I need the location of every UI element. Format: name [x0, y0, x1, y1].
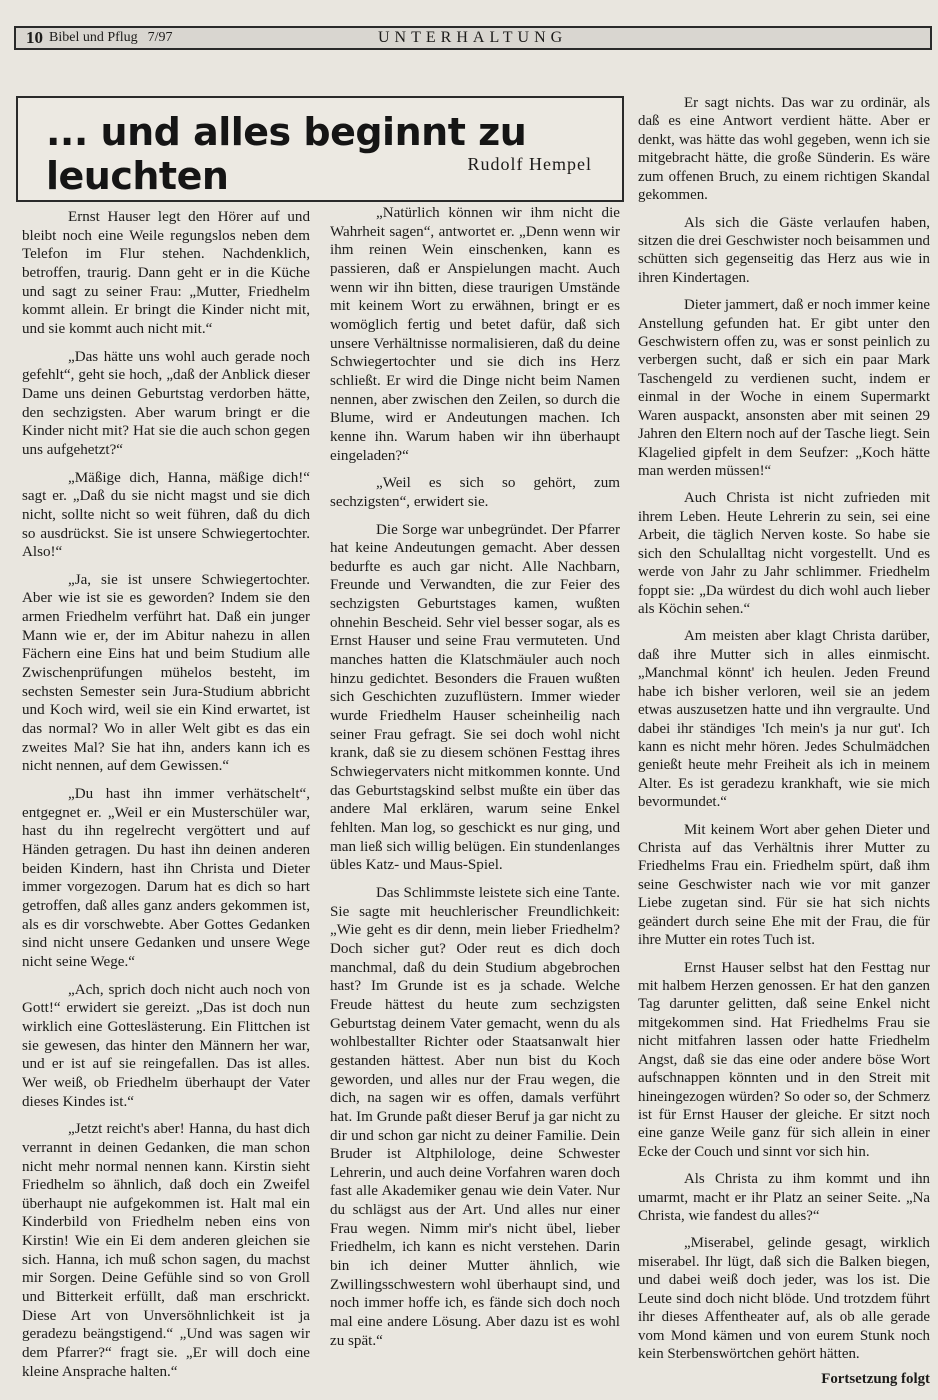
page-header: [14, 26, 932, 50]
magazine-name: Bibel und Pflug: [49, 30, 138, 45]
paragraph: „Natürlich können wir ihm nicht die Wahrheit sagen“, antwortet er. „Denn wenn wir ihm reinen Wein einschenken, kann es passieren, daß er Anspielungen macht. Auch wenn wir ihn bitten, diese traurigen Umstände mit keinem Wort zu erwähnen, bringt er es womöglich fertig und betet dafür, daß sich unsere Verhältnisse normalisieren, daß du deine Schwiegertochter und sie dich ins Herz schließt. Er wird die Dinge nicht beim Namen nennen, aber zwischen den Zeilen, so durch die Blume, wird er Andeutungen machen. Ich kenne ihn. Warum haben wir ihn überhaupt eingeladen?“: [330, 205, 620, 464]
text-column-1: [22, 208, 310, 1390]
paragraph: „Das hätte uns wohl auch gerade noch gefehlt“, geht sie hoch, „daß der Anblick dieser Dame uns deinen Geburtstag verdorben hätte, den sechzigsten. Aber warum bringt er die Kinder nicht mit? Hat sie die auch schon gegen uns aufgehetzt?“: [22, 348, 310, 458]
paragraph: Auch Christa ist nicht zufrieden mit ihrem Leben. Heute Lehrerin zu sein, sei eine Arbeit, die täglich Nerven koste. So habe sie sich den Schulalltag nicht vorgestellt. Und es werde von Jahr zu Jahr schlimmer. Friedhelm foppt sie: „Da würdest du dich wohl auch lieber als Köchin sehen.“: [638, 490, 930, 617]
page-number: 10: [26, 28, 43, 47]
paragraph: „Du hast ihn immer verhätschelt“, entgegnet er. „Weil er ein Musterschüler war, hast du ihn regelrecht vergöttert und auf Händen getragen. Du hast ihn deinen anderen beiden Kindern, hast ihn Christa und Dieter immer vorgezogen. Darum hat es dich so hart getroffen, daß alles ganz anders gekommen ist, als es dir vorschwebte. Aber Gottes Gedanken sind nicht unsere Gedanken und unsere Wege nicht seine Wege.“: [22, 786, 310, 970]
article-title: ... und alles beginnt zu leuchten: [46, 110, 527, 198]
paragraph: Am meisten aber klagt Christa darüber, daß ihre Mutter sich in alles einmischt. „Manchmal könnt' ich heulen. Jeden Freund habe ich bisher verloren, weil sie an jedem etwas auszusetzen hatte und ihn vergraulte. Und dabei ihr ständiges 'Ich mein's ja nur gut'. Ich kann es nicht mehr hören. Jedes Schulmädchen genießt heute mehr Freiheit als ich in meinem Alter. Es ist geradezu krankhaft, wie sie mich bevormundet.“: [638, 628, 930, 811]
title-box: [16, 96, 624, 202]
paragraph: Als sich die Gäste verlaufen haben, sitzen die drei Geschwister noch beisammen und schütten sich gegenseitig das Herz aus wie in ihren Kindertagen.: [638, 214, 930, 286]
text-column-3: [638, 94, 930, 1389]
paragraph: Er sagt nichts. Das war zu ordinär, als daß es eine Antwort verdient hätte. Aber er denkt, was hätte das wohl gegeben, wenn ich sie mitgebracht hätte, die große Sünderin. Es wäre zum offenen Bruch, zu einem richtigen Skandal gekommen.: [638, 95, 930, 204]
issue-number: 7/97: [147, 30, 173, 45]
paragraph: „Miserabel, gelinde gesagt, wirklich miserabel. Ihr lügt, daß sich die Balken biegen, und dabei weiß doch jeder, was los ist. Die Leute sind doch nicht blöde. Und trotzdem führt ihr dieses Affentheater auf, als ob alle gerade vom Mond kämen und von eurem Stunk noch kein Sterbenswörtchen gehört hätten.: [638, 1235, 930, 1362]
paragraph: Dieter jammert, daß er noch immer keine Anstellung gefunden hat. Er gibt unter den Geschwistern offen zu, was er sonst peinlich zu verbergen sucht, daß er sich ein paar Mark Taschengeld zu verdienen sucht, indem er einmal in der Woche in einem Supermarkt Waren auspackt, ansonsten aber mit seinen 29 Jahren den Eltern noch auf der Tasche liegt. Sein Klagelied gipfelt in dem Seufzer: „Koch hätte man werden müssen!“: [638, 297, 931, 480]
section-title: UNTERHALTUNG: [378, 29, 568, 46]
paragraph: Als Christa zu ihm kommt und ihn umarmt, macht er ihr Platz an seiner Seite. „Na Christa, wie fandest du alles?“: [638, 1171, 930, 1225]
paragraph: Das Schlimmste leistete sich eine Tante. Sie sagte mit heuchlerischer Freundlichkeit: „Wie geht es dir denn, mein lieber Friedhelm? Doch sicher gut? Oder reut es dich doch manchmal, daß du dein Studium abgebrochen hast? Im Grunde ist es ja schade. Welche Freude hättest du heute zum sechzigsten Geburtstag deinem Vater gemacht, wenn du als wohlbestallter Richter oder Staatsanwalt hier gestanden hättest. Aber nun bist du Koch geworden, und alles nur der Frau wegen, die dich, na sagen wir es offen, damals verführt hat. Im Grunde paßt dieser Beruf ja gar nicht zu dir und schon gar nicht zu deiner Familie. Dein Bruder ist Altphilologe, deine Schwester Lehrerin, und auch deine Vorfahren waren doch fast alle Akademiker genau wie dein Vater. Nur du schlägst aus der Art. Und alles nur einer Frau wegen. Nimm mir's nicht übel, lieber Friedhelm, ich kann es nicht verstehen. Darin bin ich deiner Mutter ähnlich, wie Zwillingsschwestern wohl überhaupt sind, und noch immer hoffe ich, es fände sich doch noch mal eine andere Lösung. Aber dazu ist es wohl zu spät.“: [330, 884, 620, 1349]
continued-note: Fortsetzung folgt: [821, 1371, 930, 1388]
paragraph: „Ach, sprich doch nicht auch noch von Gott!“ erwidert sie gereizt. „Das ist doch nun wirklich eine Gotteslästerung. Ein Flittchen ist sie gewesen, das hinter den Männern her war, und er ist auf sie reingefallen. Das ist alles. Wer weiß, ob Friedhelm überhaupt der Vater dieses Kindes ist.“: [22, 981, 310, 1110]
text-column-2: [330, 204, 620, 1359]
paragraph: Ernst Hauser legt den Hörer auf und bleibt noch eine Weile regungslos neben dem Telefon im Flur stehen. Nachdenklich, betroffen, traurig. Dann geht er in die Küche und sagt zu seiner Frau: „Mutter, Friedhelm kommt allein. Er bringt die Kinder nicht mit, und sie kommt auch nicht mit.“: [22, 209, 310, 337]
paragraph: „Mäßige dich, Hanna, mäßige dich!“ sagt er. „Daß du sie nicht magst und sie dich nicht, sollte nicht so weit führen, daß du dich so ausdrückst. Sie ist unsere Schwiegertochter. Also!“: [22, 469, 310, 561]
paragraph: Ernst Hauser selbst hat den Festtag nur mit halbem Herzen genossen. Er hat den ganzen Tag darunter gelitten, daß seine Enkel nicht mitgekommen sind. Hat Friedhelms Frau sie nicht mitfahren lassen oder hatte Friedhelm Angst, daß sie das eine oder andere böse Wort aufschnappen könnten und in den Streit mit hineingezogen würden? So oder so, der Schmerz ist für Ernst Hauser der gleiche. Er sitzt noch eine ganze Weile ganz für sich allein in einer Ecke der Couch und sinnt vor sich hin.: [638, 959, 930, 1160]
article-author: Rudolf Hempel: [467, 154, 592, 174]
paragraph: „Jetzt reicht's aber! Hanna, du hast dich verrannt in deinen Gedanken, die man schon nicht mehr normal nennen kann. Kirstin sieht Friedhelm so ähnlich, daß doch ein Zweifel überhaupt nie aufgekommen ist. Halt mal ein Kinderbild von Friedhelm neben eins von Kirstin! Wie ein Ei dem anderen gleichen sie sich. Hanna, ich muß schon sagen, du machst mir Sorgen. Deine Gefühle sind so von Groll und Bitterkeit erfüllt, daß man erschrickt. Diese Art von Unversöhnlichkeit ist ja geradezu beängstigend.“ „Und was sagen wir dem Pfarrer?“ fragt sie. „Er will doch eine kleine Ansprache halten.“: [22, 1121, 310, 1380]
paragraph: Mit keinem Wort aber gehen Dieter und Christa auf das Verhältnis ihrer Mutter zu Friedhelms Frau ein. Friedhelm spürt, daß ihm seine Geschwister nach wie vor mit ganzer Liebe zugetan sind. Für sie hat sich nichts geändert durch seine Ehe mit der Frau, die für ihre Mutter ein rotes Tuch ist.: [638, 821, 930, 949]
paragraph: „Weil es sich so gehört, zum sechzigsten“, erwidert sie.: [330, 475, 620, 510]
paragraph: Die Sorge war unbegründet. Der Pfarrer hat keine Andeutungen gemacht. Aber dessen bedurfte es auch gar nicht. Alle Nachbarn, Freunde und Verwandten, die zur Feier des sechzigsten Geburtstages kamen, wußten ohnehin Bescheid. Sehr viel besser sogar, als es Ernst Hauser und seine Frau vermuteten. Und manches hatten die Klatschmäuler auch noch hinzu gedichtet. Besonders die Frauen wußten sich Geschichten zuzuflüstern. Immer wieder wurde Friedhelm Hauser scheinheilig nach seiner Frau gefragt. Sie sei doch wohl nicht krank, daß sie zu diesem schönen Festtag ihres Schwiegervaters nicht mitkommen konnte. Und das Geburtstagskind selbst mußte ein über das andere Mal erklären, warum seine Enkel fehlten. Man log, so geschickt es nur ging, und man ließ sich willig belügen. Ein stundenlanges übles Katz- und Maus-Spiel.: [330, 521, 620, 874]
paragraph: „Ja, sie ist unsere Schwiegertochter. Aber wie ist sie es geworden? Indem sie den armen Friedhelm verführt hat. Daß ein junger Mann wie er, der im Abitur nahezu in allen Fächern eine Eins hat und beim Studium alle Zwischenprüfungen mühelos besteht, im sechsten Semester sein Jura-Studium abbricht und Koch wird, weil sie ein Kind erwartet, ist das normal? Wo in aller Welt gibt es das ein zweites Mal? Sie hat ihn, anders kann ich es nicht nennen, auf dem Gewissen.“: [22, 571, 310, 775]
